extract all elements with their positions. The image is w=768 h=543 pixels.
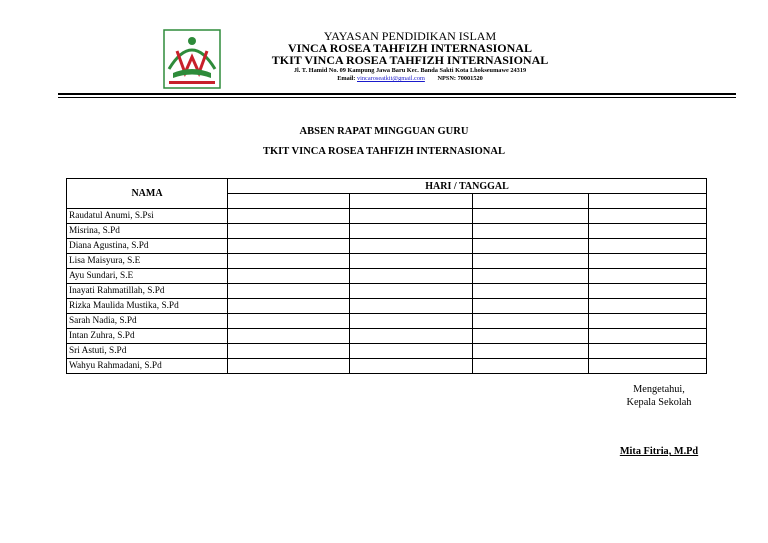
attendance-cell[interactable] [228, 359, 350, 374]
attendance-cell[interactable] [228, 209, 350, 224]
teacher-name: Rizka Maulida Mustika, S.Pd [67, 299, 228, 314]
date-cell[interactable] [350, 194, 473, 209]
attendance-cell[interactable] [589, 299, 707, 314]
attendance-cell[interactable] [350, 344, 473, 359]
teacher-name: Sri Astuti, S.Pd [67, 344, 228, 359]
teacher-name: Inayati Rahmatillah, S.Pd [67, 284, 228, 299]
attendance-cell[interactable] [473, 284, 589, 299]
attendance-cell[interactable] [473, 344, 589, 359]
attendance-cell[interactable] [473, 314, 589, 329]
attendance-cell[interactable] [473, 239, 589, 254]
email-link[interactable]: vincaroseatkit@gmail.com [357, 75, 425, 82]
attendance-cell[interactable] [350, 299, 473, 314]
attendance-cell[interactable] [589, 239, 707, 254]
attendance-cell[interactable] [473, 359, 589, 374]
table-row [67, 359, 707, 374]
header-rule-thick [58, 93, 736, 95]
document-subtitle: TKIT VINCA ROSEA TAHFIZH INTERNASIONAL [263, 146, 505, 157]
teacher-name: Sarah Nadia, S.Pd [67, 314, 228, 329]
attendance-cell[interactable] [589, 254, 707, 269]
teacher-name: Raudatul Anumi, S.Psi [67, 209, 228, 224]
foundation-name: YAYASAN PENDIDIKAN ISLAM [323, 29, 497, 43]
attendance-cell[interactable] [589, 224, 707, 239]
letterhead [250, 30, 570, 83]
attendance-cell[interactable] [589, 314, 707, 329]
teacher-name: Wahyu Rahmadani, S.Pd [67, 359, 228, 374]
attendance-cell[interactable] [350, 239, 473, 254]
table-row [67, 329, 707, 344]
attendance-cell[interactable] [350, 224, 473, 239]
attendance-cell[interactable] [589, 344, 707, 359]
attendance-cell[interactable] [228, 329, 350, 344]
table-row [67, 239, 707, 254]
teacher-name: Ayu Sundari, S.E [67, 269, 228, 284]
teacher-name: Misrina, S.Pd [67, 224, 228, 239]
attendance-cell[interactable] [350, 314, 473, 329]
attendance-cell[interactable] [589, 284, 707, 299]
table-row [67, 254, 707, 269]
teacher-name: Diana Agustina, S.Pd [67, 239, 228, 254]
attendance-cell[interactable] [589, 209, 707, 224]
attendance-cell[interactable] [350, 284, 473, 299]
teacher-name: Lisa Maisyura, S.E [67, 254, 228, 269]
attendance-cell[interactable] [228, 239, 350, 254]
table-row [67, 344, 707, 359]
attendance-cell[interactable] [228, 254, 350, 269]
table-row [67, 284, 707, 299]
attendance-table [66, 178, 707, 374]
date-cell[interactable] [589, 194, 707, 209]
name-column-header: NAMA [67, 179, 228, 209]
date-cell[interactable] [473, 194, 589, 209]
attendance-cell[interactable] [589, 269, 707, 284]
attendance-cell[interactable] [589, 359, 707, 374]
npsn-number: NPSN: 70001520 [437, 75, 483, 82]
principal-role: Kepala Sekolah [626, 397, 692, 408]
contact-line [250, 75, 570, 83]
attendance-cell[interactable] [473, 224, 589, 239]
attendance-cell[interactable] [228, 314, 350, 329]
document-title: ABSEN RAPAT MINGGUAN GURU [299, 126, 469, 137]
attendance-cell[interactable] [473, 254, 589, 269]
attendance-cell[interactable] [350, 329, 473, 344]
attendance-cell[interactable] [350, 209, 473, 224]
email-label: Email: [337, 75, 356, 82]
attendance-cell[interactable] [350, 254, 473, 269]
table-row [67, 299, 707, 314]
acknowledged-label: Mengetahui, [633, 384, 685, 395]
attendance-cell[interactable] [228, 299, 350, 314]
attendance-cell[interactable] [228, 284, 350, 299]
attendance-cell[interactable] [350, 359, 473, 374]
attendance-cell[interactable] [473, 329, 589, 344]
table-row [67, 209, 707, 224]
table-row [67, 269, 707, 284]
header-rule-thin [58, 97, 736, 98]
table-row [67, 224, 707, 239]
attendance-cell[interactable] [473, 209, 589, 224]
attendance-cell[interactable] [473, 269, 589, 284]
attendance-cell[interactable] [228, 269, 350, 284]
institution-name: VINCA ROSEA TAHFIZH INTERNASIONAL [288, 41, 532, 55]
school-name: TKIT VINCA ROSEA TAHFIZH INTERNASIONAL [271, 53, 549, 67]
acknowledgement [606, 383, 712, 409]
attendance-cell[interactable] [228, 224, 350, 239]
date-cell[interactable] [228, 194, 350, 209]
attendance-cell[interactable] [350, 269, 473, 284]
teacher-name: Intan Zuhra, S.Pd [67, 329, 228, 344]
date-column-header: HARI / TANGGAL [228, 179, 707, 194]
attendance-cell[interactable] [473, 299, 589, 314]
attendance-cell[interactable] [228, 344, 350, 359]
table-row [67, 314, 707, 329]
school-address: Jl. T. Hamid No. 09 Kampung Jawa Baru Kec. Banda Sakti Kota Lhokseumawe 24319 [293, 67, 527, 74]
school-logo [163, 29, 221, 89]
principal-name: Mita Fitria, M.Pd [619, 446, 699, 457]
attendance-cell[interactable] [589, 329, 707, 344]
